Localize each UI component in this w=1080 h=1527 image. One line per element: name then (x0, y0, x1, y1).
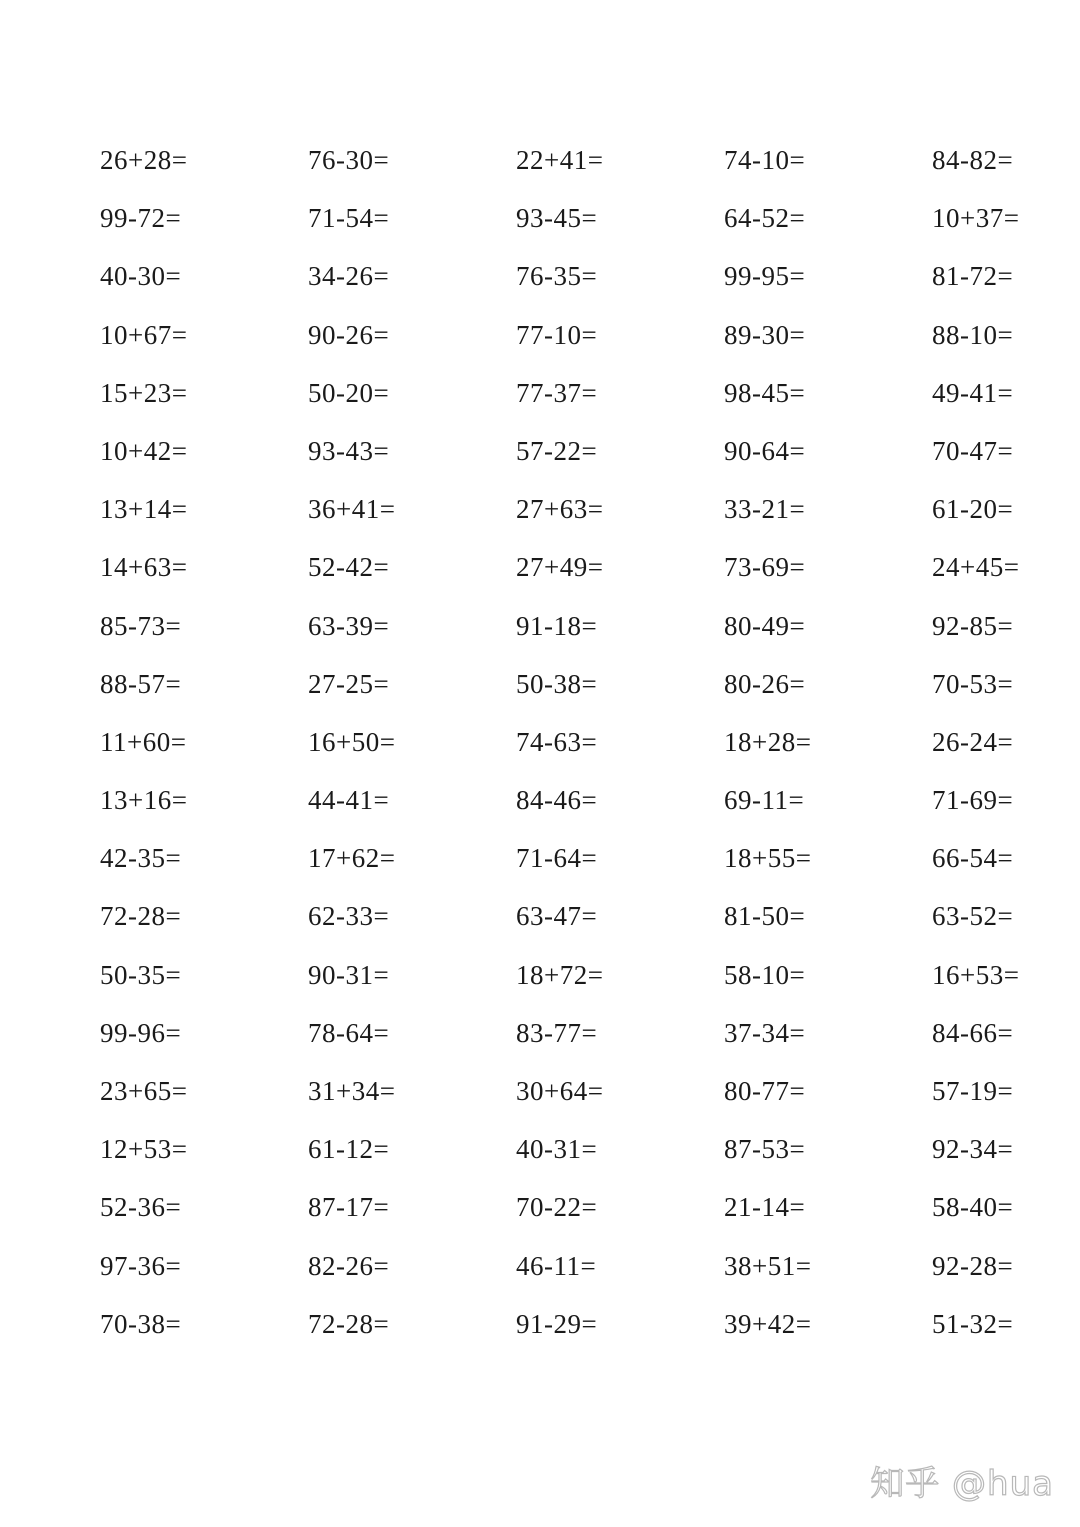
problem: 81-72= (932, 261, 1014, 292)
problem: 92-34= (932, 1134, 1014, 1165)
problem-row (0, 480, 1080, 538)
problem: 80-49= (724, 610, 806, 641)
problem: 10+67= (100, 319, 188, 350)
problem: 63-47= (516, 901, 598, 932)
problem: 76-35= (516, 261, 598, 292)
problem: 11+60= (100, 726, 187, 757)
problem: 16+53= (932, 959, 1020, 990)
problem: 92-85= (932, 610, 1014, 641)
problem: 81-50= (724, 901, 806, 932)
problem: 70-22= (516, 1192, 598, 1223)
problem: 39+42= (724, 1308, 812, 1339)
problem: 18+72= (516, 959, 604, 990)
arithmetic-worksheet (0, 131, 1080, 1353)
problem-row (0, 1178, 1080, 1236)
problem: 69-11= (724, 785, 805, 816)
problem: 50-20= (308, 377, 390, 408)
problem-row (0, 597, 1080, 655)
problem: 22+41= (516, 145, 604, 175)
problem-row (0, 364, 1080, 422)
problem-row (0, 422, 1080, 480)
problem: 64-52= (724, 203, 806, 234)
problem: 52-36= (100, 1192, 182, 1223)
problem: 99-72= (100, 203, 182, 234)
problem: 13+16= (100, 785, 188, 816)
problem: 72-28= (100, 901, 182, 932)
problem-row (0, 247, 1080, 305)
problem: 21-14= (724, 1192, 806, 1223)
problem: 84-82= (932, 145, 1014, 175)
problem: 90-31= (308, 959, 390, 990)
problem: 51-32= (932, 1308, 1014, 1339)
problem: 80-77= (724, 1076, 806, 1106)
problem: 61-12= (308, 1134, 390, 1165)
problem-row (0, 189, 1080, 247)
problem: 62-33= (308, 901, 390, 932)
problem: 49-41= (932, 377, 1014, 408)
problem: 40-30= (100, 261, 182, 292)
problem: 77-10= (516, 319, 598, 350)
problem: 58-10= (724, 959, 806, 990)
problem: 42-35= (100, 843, 182, 874)
problem: 23+65= (100, 1076, 188, 1106)
problem: 70-47= (932, 435, 1014, 466)
problem: 97-36= (100, 1250, 182, 1281)
problem: 71-64= (516, 843, 598, 874)
problem: 63-39= (308, 610, 390, 641)
problem: 31+34= (308, 1076, 396, 1106)
problem: 74-10= (724, 145, 806, 175)
problem: 84-46= (516, 785, 598, 816)
watermark: 知乎 @hua (870, 1464, 1054, 1504)
problem: 12+53= (100, 1134, 188, 1165)
problem: 50-38= (516, 668, 598, 699)
problem: 27+49= (516, 552, 604, 583)
problem: 90-64= (724, 435, 806, 466)
problem: 99-96= (100, 1017, 182, 1048)
problem: 44-41= (308, 785, 390, 816)
problem-row (0, 771, 1080, 829)
problem: 27-25= (308, 668, 390, 699)
problem: 27+63= (516, 494, 604, 525)
problem: 10+42= (100, 435, 188, 466)
problem: 50-35= (100, 959, 182, 990)
problem: 10+37= (932, 203, 1020, 234)
problem: 85-73= (100, 610, 182, 641)
problem: 46-11= (516, 1250, 597, 1281)
problem: 71-54= (308, 203, 390, 234)
problem-row (0, 887, 1080, 945)
problem-row (0, 1237, 1080, 1295)
problem: 90-26= (308, 319, 390, 350)
problem: 71-69= (932, 785, 1014, 816)
problem-row (0, 829, 1080, 887)
problem-row (0, 713, 1080, 771)
problem-row (0, 538, 1080, 596)
problem: 63-52= (932, 901, 1014, 932)
problem: 88-57= (100, 668, 182, 699)
problem: 57-22= (516, 435, 598, 466)
problem: 34-26= (308, 261, 390, 292)
problem: 87-53= (724, 1134, 806, 1165)
problem: 40-31= (516, 1134, 598, 1165)
problem: 30+64= (516, 1076, 604, 1106)
problem: 38+51= (724, 1250, 812, 1281)
problem-row (0, 1295, 1080, 1353)
problem: 73-69= (724, 552, 806, 583)
problem: 72-28= (308, 1308, 390, 1339)
problem-row (0, 655, 1080, 713)
problem-row (0, 946, 1080, 1004)
problem: 36+41= (308, 494, 396, 525)
problem: 37-34= (724, 1017, 806, 1048)
problem: 26+28= (100, 145, 188, 175)
problem: 89-30= (724, 319, 806, 350)
problem: 70-38= (100, 1308, 182, 1339)
problem: 17+62= (308, 843, 396, 874)
problem: 16+50= (308, 726, 396, 757)
problem: 93-45= (516, 203, 598, 234)
problem: 82-26= (308, 1250, 390, 1281)
problem: 15+23= (100, 377, 188, 408)
problem: 18+55= (724, 843, 812, 874)
problem: 61-20= (932, 494, 1014, 525)
problem: 91-29= (516, 1308, 598, 1339)
problem-row (0, 131, 1080, 189)
problem: 13+14= (100, 494, 188, 525)
problem: 58-40= (932, 1192, 1014, 1223)
problem: 83-77= (516, 1017, 598, 1048)
problem: 93-43= (308, 435, 390, 466)
problem: 76-30= (308, 145, 390, 175)
problem-row (0, 1120, 1080, 1178)
problem: 80-26= (724, 668, 806, 699)
problem: 77-37= (516, 377, 598, 408)
problem: 92-28= (932, 1250, 1014, 1281)
problem-row (0, 1062, 1080, 1120)
problem: 14+63= (100, 552, 188, 583)
problem: 87-17= (308, 1192, 390, 1223)
problem: 24+45= (932, 552, 1020, 583)
problem-row (0, 306, 1080, 364)
problem: 18+28= (724, 726, 812, 757)
problem: 98-45= (724, 377, 806, 408)
problem: 91-18= (516, 610, 598, 641)
problem-row (0, 1004, 1080, 1062)
problem: 84-66= (932, 1017, 1014, 1048)
problem: 99-95= (724, 261, 806, 292)
problem: 78-64= (308, 1017, 390, 1048)
problem: 66-54= (932, 843, 1014, 874)
problem: 70-53= (932, 668, 1014, 699)
problem: 74-63= (516, 726, 598, 757)
problem: 88-10= (932, 319, 1014, 350)
problem: 57-19= (932, 1076, 1014, 1106)
problem: 52-42= (308, 552, 390, 583)
problem: 26-24= (932, 726, 1014, 757)
problem: 33-21= (724, 494, 806, 525)
